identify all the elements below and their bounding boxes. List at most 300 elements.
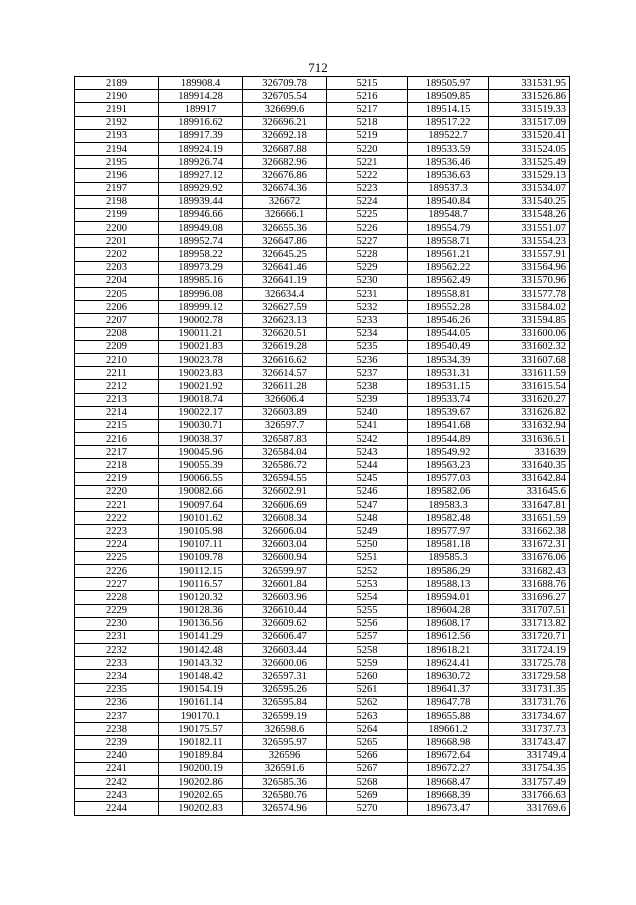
- point-number-right-cell: 5230: [327, 274, 408, 287]
- y-coordinate-right-cell: 331564.96: [489, 261, 570, 274]
- y-coordinate-left-cell: 326606.04: [243, 525, 327, 538]
- y-coordinate-left-cell: 326596: [243, 749, 327, 762]
- x-coordinate-right-cell: 189668.47: [408, 775, 489, 788]
- table-row: [75, 129, 570, 142]
- point-number-left-cell: 2194: [75, 142, 159, 155]
- point-number-left-cell: 2236: [75, 696, 159, 709]
- x-coordinate-left-cell: 190120.32: [159, 591, 243, 604]
- x-coordinate-right-cell: 189548.7: [408, 208, 489, 221]
- y-coordinate-left-cell: 326611.28: [243, 380, 327, 393]
- point-number-right-cell: 5266: [327, 749, 408, 762]
- x-coordinate-left-cell: 189973.29: [159, 261, 243, 274]
- x-coordinate-left-cell: 189952.74: [159, 235, 243, 248]
- point-number-left-cell: 2242: [75, 775, 159, 788]
- table-row: [75, 617, 570, 630]
- point-number-right-cell: 5220: [327, 142, 408, 155]
- y-coordinate-left-cell: 326641.19: [243, 274, 327, 287]
- y-coordinate-left-cell: 326603.89: [243, 406, 327, 419]
- point-number-right-cell: 5219: [327, 129, 408, 142]
- point-number-left-cell: 2206: [75, 301, 159, 314]
- x-coordinate-right-cell: 189624.41: [408, 657, 489, 670]
- y-coordinate-right-cell: 331529.13: [489, 169, 570, 182]
- table-row: [75, 578, 570, 591]
- y-coordinate-right-cell: 331731.35: [489, 683, 570, 696]
- table-row: [75, 116, 570, 129]
- x-coordinate-left-cell: 190116.57: [159, 578, 243, 591]
- x-coordinate-right-cell: 189536.63: [408, 169, 489, 182]
- y-coordinate-left-cell: 326600.94: [243, 551, 327, 564]
- point-number-left-cell: 2205: [75, 288, 159, 301]
- point-number-right-cell: 5229: [327, 261, 408, 274]
- y-coordinate-right-cell: 331696.27: [489, 591, 570, 604]
- point-number-left-cell: 2223: [75, 525, 159, 538]
- point-number-left-cell: 2230: [75, 617, 159, 630]
- x-coordinate-left-cell: 190141.29: [159, 630, 243, 643]
- y-coordinate-left-cell: 326600.06: [243, 657, 327, 670]
- table-row: [75, 261, 570, 274]
- point-number-left-cell: 2238: [75, 723, 159, 736]
- x-coordinate-right-cell: 189544.05: [408, 327, 489, 340]
- table-row: [75, 604, 570, 617]
- x-coordinate-left-cell: 190189.84: [159, 749, 243, 762]
- x-coordinate-left-cell: 190002.78: [159, 314, 243, 327]
- point-number-right-cell: 5257: [327, 630, 408, 643]
- point-number-right-cell: 5256: [327, 617, 408, 630]
- x-coordinate-left-cell: 190038.37: [159, 433, 243, 446]
- y-coordinate-left-cell: 326666.1: [243, 208, 327, 221]
- page-number: 712: [308, 60, 328, 75]
- y-coordinate-right-cell: 331611.59: [489, 367, 570, 380]
- point-number-left-cell: 2226: [75, 564, 159, 577]
- y-coordinate-right-cell: 331615.54: [489, 380, 570, 393]
- x-coordinate-left-cell: 189999.12: [159, 301, 243, 314]
- x-coordinate-left-cell: 190202.65: [159, 789, 243, 802]
- y-coordinate-right-cell: 331725.78: [489, 657, 570, 670]
- point-number-left-cell: 2244: [75, 802, 159, 815]
- table-row: [75, 446, 570, 459]
- x-coordinate-right-cell: 189531.15: [408, 380, 489, 393]
- point-number-right-cell: 5251: [327, 551, 408, 564]
- table-row: [75, 485, 570, 498]
- y-coordinate-left-cell: 326584.04: [243, 446, 327, 459]
- table-row: [75, 353, 570, 366]
- y-coordinate-right-cell: 331570.96: [489, 274, 570, 287]
- y-coordinate-left-cell: 326687.88: [243, 142, 327, 155]
- x-coordinate-right-cell: 189668.98: [408, 736, 489, 749]
- y-coordinate-left-cell: 326676.86: [243, 169, 327, 182]
- table-row: [75, 340, 570, 353]
- point-number-left-cell: 2192: [75, 116, 159, 129]
- y-coordinate-left-cell: 326598.6: [243, 723, 327, 736]
- y-coordinate-right-cell: 331640.35: [489, 459, 570, 472]
- x-coordinate-right-cell: 189514.15: [408, 103, 489, 116]
- y-coordinate-left-cell: 326709.78: [243, 77, 327, 90]
- y-coordinate-right-cell: 331607.68: [489, 353, 570, 366]
- point-number-right-cell: 5264: [327, 723, 408, 736]
- table-row: [75, 182, 570, 195]
- y-coordinate-right-cell: 331557.91: [489, 248, 570, 261]
- x-coordinate-right-cell: 189546.26: [408, 314, 489, 327]
- x-coordinate-left-cell: 189917.39: [159, 129, 243, 142]
- y-coordinate-left-cell: 326614.57: [243, 367, 327, 380]
- x-coordinate-right-cell: 189562.22: [408, 261, 489, 274]
- y-coordinate-right-cell: 331584.02: [489, 301, 570, 314]
- x-coordinate-left-cell: 189946.66: [159, 208, 243, 221]
- y-coordinate-right-cell: 331636.51: [489, 433, 570, 446]
- x-coordinate-right-cell: 189661.2: [408, 723, 489, 736]
- x-coordinate-right-cell: 189672.27: [408, 762, 489, 775]
- x-coordinate-right-cell: 189618.21: [408, 644, 489, 657]
- point-number-right-cell: 5215: [327, 77, 408, 90]
- y-coordinate-right-cell: 331620.27: [489, 393, 570, 406]
- x-coordinate-right-cell: 189531.31: [408, 367, 489, 380]
- table-row: [75, 736, 570, 749]
- point-number-right-cell: 5223: [327, 182, 408, 195]
- y-coordinate-left-cell: 326647.86: [243, 235, 327, 248]
- point-number-left-cell: 2220: [75, 485, 159, 498]
- y-coordinate-left-cell: 326682.96: [243, 156, 327, 169]
- x-coordinate-right-cell: 189522.7: [408, 129, 489, 142]
- x-coordinate-left-cell: 190136.56: [159, 617, 243, 630]
- point-number-left-cell: 2215: [75, 419, 159, 432]
- table-row: [75, 472, 570, 485]
- point-number-right-cell: 5234: [327, 327, 408, 340]
- x-coordinate-right-cell: 189582.06: [408, 485, 489, 498]
- coordinates-table-body: [75, 77, 570, 816]
- point-number-left-cell: 2228: [75, 591, 159, 604]
- point-number-left-cell: 2222: [75, 512, 159, 525]
- x-coordinate-right-cell: 189668.39: [408, 789, 489, 802]
- point-number-right-cell: 5235: [327, 340, 408, 353]
- y-coordinate-left-cell: 326586.72: [243, 459, 327, 472]
- point-number-right-cell: 5242: [327, 433, 408, 446]
- y-coordinate-left-cell: 326595.84: [243, 696, 327, 709]
- point-number-right-cell: 5243: [327, 446, 408, 459]
- x-coordinate-left-cell: 190107.11: [159, 538, 243, 551]
- y-coordinate-right-cell: 331729.58: [489, 670, 570, 683]
- y-coordinate-left-cell: 326603.04: [243, 538, 327, 551]
- y-coordinate-right-cell: 331672.31: [489, 538, 570, 551]
- table-row: [75, 630, 570, 643]
- point-number-right-cell: 5249: [327, 525, 408, 538]
- y-coordinate-left-cell: 326655.36: [243, 222, 327, 235]
- y-coordinate-left-cell: 326623.13: [243, 314, 327, 327]
- point-number-right-cell: 5270: [327, 802, 408, 815]
- point-number-left-cell: 2190: [75, 90, 159, 103]
- point-number-left-cell: 2207: [75, 314, 159, 327]
- y-coordinate-right-cell: 331734.67: [489, 710, 570, 723]
- x-coordinate-left-cell: 190200.19: [159, 762, 243, 775]
- x-coordinate-left-cell: 190055.39: [159, 459, 243, 472]
- point-number-left-cell: 2211: [75, 367, 159, 380]
- point-number-left-cell: 2224: [75, 538, 159, 551]
- x-coordinate-left-cell: 190143.32: [159, 657, 243, 670]
- point-number-left-cell: 2195: [75, 156, 159, 169]
- x-coordinate-right-cell: 189583.3: [408, 499, 489, 512]
- x-coordinate-left-cell: 190023.78: [159, 353, 243, 366]
- x-coordinate-left-cell: 189958.22: [159, 248, 243, 261]
- table-row: [75, 499, 570, 512]
- y-coordinate-left-cell: 326599.97: [243, 564, 327, 577]
- point-number-right-cell: 5216: [327, 90, 408, 103]
- point-number-left-cell: 2237: [75, 710, 159, 723]
- table-row: [75, 525, 570, 538]
- point-number-right-cell: 5239: [327, 393, 408, 406]
- x-coordinate-right-cell: 189533.74: [408, 393, 489, 406]
- y-coordinate-right-cell: 331517.09: [489, 116, 570, 129]
- point-number-right-cell: 5246: [327, 485, 408, 498]
- x-coordinate-right-cell: 189604.28: [408, 604, 489, 617]
- x-coordinate-left-cell: 189927.12: [159, 169, 243, 182]
- point-number-left-cell: 2216: [75, 433, 159, 446]
- y-coordinate-left-cell: 326606.47: [243, 630, 327, 643]
- point-number-left-cell: 2231: [75, 630, 159, 643]
- point-number-left-cell: 2235: [75, 683, 159, 696]
- x-coordinate-left-cell: 189929.92: [159, 182, 243, 195]
- point-number-left-cell: 2201: [75, 235, 159, 248]
- x-coordinate-left-cell: 190170.1: [159, 710, 243, 723]
- point-number-right-cell: 5221: [327, 156, 408, 169]
- x-coordinate-right-cell: 189561.21: [408, 248, 489, 261]
- x-coordinate-left-cell: 189926.74: [159, 156, 243, 169]
- point-number-right-cell: 5231: [327, 288, 408, 301]
- y-coordinate-right-cell: 331554.23: [489, 235, 570, 248]
- table-row: [75, 222, 570, 235]
- point-number-left-cell: 2232: [75, 644, 159, 657]
- y-coordinate-left-cell: 326627.59: [243, 301, 327, 314]
- table-row: [75, 459, 570, 472]
- point-number-right-cell: 5237: [327, 367, 408, 380]
- table-row: [75, 538, 570, 551]
- point-number-left-cell: 2234: [75, 670, 159, 683]
- point-number-right-cell: 5226: [327, 222, 408, 235]
- table-row: [75, 433, 570, 446]
- x-coordinate-left-cell: 189916.62: [159, 116, 243, 129]
- x-coordinate-right-cell: 189581.18: [408, 538, 489, 551]
- point-number-left-cell: 2218: [75, 459, 159, 472]
- y-coordinate-left-cell: 326587.83: [243, 433, 327, 446]
- point-number-left-cell: 2209: [75, 340, 159, 353]
- x-coordinate-right-cell: 189552.28: [408, 301, 489, 314]
- x-coordinate-left-cell: 189996.08: [159, 288, 243, 301]
- y-coordinate-right-cell: 331626.82: [489, 406, 570, 419]
- point-number-right-cell: 5258: [327, 644, 408, 657]
- y-coordinate-right-cell: 331662.38: [489, 525, 570, 538]
- point-number-right-cell: 5222: [327, 169, 408, 182]
- point-number-left-cell: 2198: [75, 195, 159, 208]
- x-coordinate-left-cell: 190021.83: [159, 340, 243, 353]
- point-number-right-cell: 5261: [327, 683, 408, 696]
- x-coordinate-right-cell: 189544.89: [408, 433, 489, 446]
- y-coordinate-right-cell: 331642.84: [489, 472, 570, 485]
- x-coordinate-left-cell: 190022.17: [159, 406, 243, 419]
- y-coordinate-left-cell: 326585.36: [243, 775, 327, 788]
- table-row: [75, 208, 570, 221]
- point-number-left-cell: 2212: [75, 380, 159, 393]
- y-coordinate-left-cell: 326616.62: [243, 353, 327, 366]
- x-coordinate-right-cell: 189540.84: [408, 195, 489, 208]
- table-row: [75, 77, 570, 90]
- table-row: [75, 103, 570, 116]
- y-coordinate-left-cell: 326606.4: [243, 393, 327, 406]
- x-coordinate-left-cell: 190202.83: [159, 802, 243, 815]
- point-number-right-cell: 5240: [327, 406, 408, 419]
- point-number-right-cell: 5247: [327, 499, 408, 512]
- table-row: [75, 314, 570, 327]
- table-row: [75, 248, 570, 261]
- y-coordinate-right-cell: 331519.33: [489, 103, 570, 116]
- point-number-right-cell: 5262: [327, 696, 408, 709]
- point-number-right-cell: 5254: [327, 591, 408, 604]
- x-coordinate-right-cell: 189563.23: [408, 459, 489, 472]
- point-number-right-cell: 5233: [327, 314, 408, 327]
- table-row: [75, 762, 570, 775]
- point-number-left-cell: 2213: [75, 393, 159, 406]
- x-coordinate-left-cell: 190097.64: [159, 499, 243, 512]
- y-coordinate-right-cell: 331525.49: [489, 156, 570, 169]
- x-coordinate-left-cell: 190082.66: [159, 485, 243, 498]
- y-coordinate-right-cell: 331647.81: [489, 499, 570, 512]
- x-coordinate-left-cell: 190030.71: [159, 419, 243, 432]
- point-number-right-cell: 5232: [327, 301, 408, 314]
- point-number-right-cell: 5260: [327, 670, 408, 683]
- x-coordinate-left-cell: 189949.08: [159, 222, 243, 235]
- y-coordinate-left-cell: 326672: [243, 195, 327, 208]
- x-coordinate-left-cell: 190161.14: [159, 696, 243, 709]
- x-coordinate-right-cell: 189539.67: [408, 406, 489, 419]
- y-coordinate-right-cell: 331600.06: [489, 327, 570, 340]
- x-coordinate-right-cell: 189509.85: [408, 90, 489, 103]
- table-row: [75, 789, 570, 802]
- point-number-left-cell: 2210: [75, 353, 159, 366]
- table-row: [75, 644, 570, 657]
- x-coordinate-right-cell: 189585.3: [408, 551, 489, 564]
- table-row: [75, 683, 570, 696]
- table-row: [75, 288, 570, 301]
- y-coordinate-left-cell: 326603.96: [243, 591, 327, 604]
- point-number-right-cell: 5238: [327, 380, 408, 393]
- y-coordinate-left-cell: 326606.69: [243, 499, 327, 512]
- point-number-left-cell: 2203: [75, 261, 159, 274]
- point-number-right-cell: 5263: [327, 710, 408, 723]
- point-number-left-cell: 2225: [75, 551, 159, 564]
- x-coordinate-right-cell: 189577.03: [408, 472, 489, 485]
- table-row: [75, 406, 570, 419]
- table-row: [75, 90, 570, 103]
- table-row: [75, 169, 570, 182]
- y-coordinate-left-cell: 326603.44: [243, 644, 327, 657]
- point-number-right-cell: 5259: [327, 657, 408, 670]
- y-coordinate-right-cell: 331766.63: [489, 789, 570, 802]
- table-row: [75, 670, 570, 683]
- x-coordinate-right-cell: 189533.59: [408, 142, 489, 155]
- point-number-left-cell: 2202: [75, 248, 159, 261]
- point-number-left-cell: 2229: [75, 604, 159, 617]
- table-row: [75, 802, 570, 815]
- y-coordinate-right-cell: 331551.07: [489, 222, 570, 235]
- point-number-left-cell: 2221: [75, 499, 159, 512]
- table-row: [75, 512, 570, 525]
- x-coordinate-left-cell: 190011.21: [159, 327, 243, 340]
- y-coordinate-right-cell: 331594.85: [489, 314, 570, 327]
- x-coordinate-left-cell: 190182.11: [159, 736, 243, 749]
- y-coordinate-right-cell: 331602.32: [489, 340, 570, 353]
- y-coordinate-left-cell: 326620.51: [243, 327, 327, 340]
- x-coordinate-left-cell: 190148.42: [159, 670, 243, 683]
- table-row: [75, 274, 570, 287]
- point-number-right-cell: 5250: [327, 538, 408, 551]
- x-coordinate-right-cell: 189537.3: [408, 182, 489, 195]
- x-coordinate-right-cell: 189517.22: [408, 116, 489, 129]
- point-number-left-cell: 2193: [75, 129, 159, 142]
- y-coordinate-left-cell: 326674.36: [243, 182, 327, 195]
- y-coordinate-right-cell: 331720.71: [489, 630, 570, 643]
- x-coordinate-left-cell: 189939.44: [159, 195, 243, 208]
- x-coordinate-left-cell: 190023.83: [159, 367, 243, 380]
- x-coordinate-left-cell: 190175.57: [159, 723, 243, 736]
- y-coordinate-left-cell: 326602.91: [243, 485, 327, 498]
- table-row: [75, 380, 570, 393]
- y-coordinate-left-cell: 326574.96: [243, 802, 327, 815]
- point-number-right-cell: 5253: [327, 578, 408, 591]
- y-coordinate-right-cell: 331707.51: [489, 604, 570, 617]
- y-coordinate-left-cell: 326580.76: [243, 789, 327, 802]
- table-row: [75, 156, 570, 169]
- point-number-left-cell: 2189: [75, 77, 159, 90]
- y-coordinate-left-cell: 326597.31: [243, 670, 327, 683]
- point-number-left-cell: 2200: [75, 222, 159, 235]
- table-row: [75, 393, 570, 406]
- point-number-right-cell: 5269: [327, 789, 408, 802]
- x-coordinate-left-cell: 190018.74: [159, 393, 243, 406]
- table-row: [75, 367, 570, 380]
- x-coordinate-right-cell: 189536.46: [408, 156, 489, 169]
- y-coordinate-left-cell: 326609.62: [243, 617, 327, 630]
- x-coordinate-right-cell: 189577.97: [408, 525, 489, 538]
- point-number-left-cell: 2241: [75, 762, 159, 775]
- table-row: [75, 657, 570, 670]
- point-number-right-cell: 5267: [327, 762, 408, 775]
- x-coordinate-left-cell: 190021.92: [159, 380, 243, 393]
- x-coordinate-left-cell: 189908.4: [159, 77, 243, 90]
- x-coordinate-left-cell: 190112.15: [159, 564, 243, 577]
- point-number-right-cell: 5217: [327, 103, 408, 116]
- x-coordinate-right-cell: 189588.13: [408, 578, 489, 591]
- x-coordinate-left-cell: 189917: [159, 103, 243, 116]
- table-row: [75, 301, 570, 314]
- x-coordinate-right-cell: 189594.01: [408, 591, 489, 604]
- y-coordinate-right-cell: 331769.6: [489, 802, 570, 815]
- x-coordinate-right-cell: 189534.39: [408, 353, 489, 366]
- table-row: [75, 142, 570, 155]
- x-coordinate-left-cell: 190154.19: [159, 683, 243, 696]
- y-coordinate-left-cell: 326608.34: [243, 512, 327, 525]
- coordinates-table: [74, 76, 570, 816]
- point-number-right-cell: 5236: [327, 353, 408, 366]
- point-number-left-cell: 2243: [75, 789, 159, 802]
- y-coordinate-right-cell: 331731.76: [489, 696, 570, 709]
- y-coordinate-left-cell: 326595.97: [243, 736, 327, 749]
- x-coordinate-right-cell: 189558.71: [408, 235, 489, 248]
- x-coordinate-right-cell: 189558.81: [408, 288, 489, 301]
- x-coordinate-right-cell: 189505.97: [408, 77, 489, 90]
- y-coordinate-right-cell: 331526.86: [489, 90, 570, 103]
- x-coordinate-left-cell: 190066.55: [159, 472, 243, 485]
- y-coordinate-left-cell: 326692.18: [243, 129, 327, 142]
- y-coordinate-right-cell: 331737.73: [489, 723, 570, 736]
- point-number-left-cell: 2233: [75, 657, 159, 670]
- x-coordinate-right-cell: 189562.49: [408, 274, 489, 287]
